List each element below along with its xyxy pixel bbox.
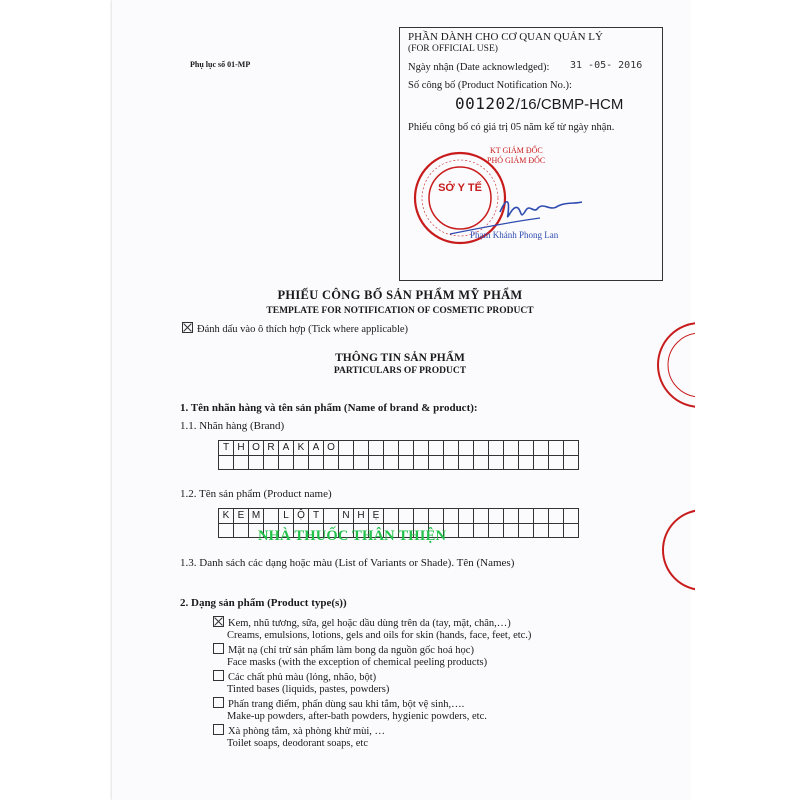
date-acknowledged-label: Ngày nhận (Date acknowledged): — [408, 62, 550, 73]
letter-cell — [324, 509, 339, 524]
letter-cell — [414, 455, 429, 470]
letter-cell — [384, 455, 399, 470]
option-en: Creams, emulsions, lotions, gels and oils for skin (hands, face, feet, etc.) — [227, 630, 532, 641]
letter-cell — [429, 441, 444, 456]
letter-cell — [444, 441, 459, 456]
section2-heading: 2. Dạng sản phẩm (Product type(s)) — [180, 597, 347, 609]
letter-cell — [429, 509, 444, 524]
letter-cell: T — [219, 441, 234, 456]
brand-grid-row1 — [218, 440, 579, 456]
option-en: Make-up powders, after-bath powders, hygienic powders, etc. — [227, 711, 487, 722]
letter-cell — [564, 441, 579, 456]
letter-cell — [459, 523, 474, 538]
letter-cell — [219, 455, 234, 470]
letter-cell — [534, 509, 549, 524]
letter-cell: L — [279, 509, 294, 524]
letter-cell — [399, 509, 414, 524]
letter-cell — [519, 509, 534, 524]
product-type-option — [213, 616, 511, 629]
watermark-text: NHÀ THUỐC THÂN THIỆN — [258, 528, 447, 544]
stamp-text: SỞ Y TẾ — [438, 182, 482, 194]
letter-cell — [264, 455, 279, 470]
letter-cell — [249, 455, 264, 470]
letter-cell — [414, 441, 429, 456]
letter-cell — [444, 455, 459, 470]
product-type-checkbox[interactable] — [213, 670, 224, 681]
notification-number-main: 001202 — [455, 94, 516, 113]
letter-cell: Ẹ — [369, 509, 384, 524]
letter-cell — [459, 441, 474, 456]
letter-cell: E — [234, 509, 249, 524]
letter-cell — [474, 441, 489, 456]
letter-cell — [414, 509, 429, 524]
letter-cell: K — [219, 509, 234, 524]
letter-cell — [384, 441, 399, 456]
date-acknowledged-value: 31 -05- 2016 — [570, 60, 643, 71]
kt-director: KT GIÁM ĐỐC — [490, 146, 543, 155]
brand-label: 1.1. Nhãn hàng (Brand) — [180, 420, 285, 432]
product-type-checkbox[interactable] — [213, 643, 224, 654]
edge-stamp-icon-2 — [655, 505, 695, 595]
letter-cell — [549, 455, 564, 470]
section1-heading: 1. Tên nhãn hàng và tên sản phẩm (Name of brand & product): — [180, 402, 478, 414]
official-box-title-en: (FOR OFFICIAL USE) — [408, 44, 498, 54]
letter-cell — [504, 455, 519, 470]
deputy-director: PHÓ GIÁM ĐỐC — [487, 156, 546, 165]
form-title: PHIẾU CÔNG BỐ SẢN PHẨM MỸ PHẨM — [277, 288, 523, 302]
product-type-checkbox[interactable] — [213, 697, 224, 708]
letter-cell — [504, 509, 519, 524]
letter-cell — [444, 523, 459, 538]
form-title-en: TEMPLATE FOR NOTIFICATION OF COSMETIC PRODUCT — [266, 306, 534, 316]
letter-cell — [399, 455, 414, 470]
signer-name: Phạm Khánh Phong Lan — [470, 230, 559, 240]
option-en: Toilet soaps, deodorant soaps, etc — [227, 738, 368, 749]
letter-cell: M — [249, 509, 264, 524]
product-type-option — [213, 724, 385, 737]
letter-cell — [369, 441, 384, 456]
letter-cell — [504, 441, 519, 456]
letter-cell — [534, 441, 549, 456]
appendix-label: Phụ lục số 01-MP — [190, 60, 251, 69]
letter-cell: A — [279, 441, 294, 456]
tick-note-text: Đánh dấu vào ô thích hợp (Tick where applicable) — [197, 324, 409, 335]
letter-cell — [399, 441, 414, 456]
variants-label: 1.3. Danh sách các dạng hoặc màu (List of Variants or Shade). Tên (Names) — [180, 557, 515, 569]
letter-cell: O — [324, 441, 339, 456]
product-grid-row1 — [218, 508, 579, 524]
letter-cell — [474, 523, 489, 538]
letter-cell — [504, 523, 519, 538]
letter-cell — [564, 523, 579, 538]
option-vi: Các chất phủ màu (lỏng, nhão, bột) — [228, 672, 377, 683]
letter-cell — [369, 455, 384, 470]
letter-cell — [519, 455, 534, 470]
letter-cell — [354, 441, 369, 456]
letter-cell — [279, 455, 294, 470]
letter-cell: A — [309, 441, 324, 456]
product-type-option — [213, 643, 474, 656]
letter-cell — [234, 523, 249, 538]
product-type-checkbox[interactable] — [213, 616, 224, 627]
edge-stamp-icon — [655, 315, 695, 415]
letter-cell — [489, 441, 504, 456]
product-type-option — [213, 697, 464, 710]
letter-cell — [564, 509, 579, 524]
notification-number-suffix: /16/CBMP-HCM — [515, 96, 624, 113]
option-vi: Mặt nạ (chỉ trừ sản phẩm làm bong da nguồn gốc hoá học) — [228, 645, 474, 656]
letter-cell — [309, 455, 324, 470]
letter-cell — [459, 455, 474, 470]
option-en: Face masks (with the exception of chemical peeling products) — [227, 657, 488, 668]
letter-cell — [294, 455, 309, 470]
letter-cell: Ộ — [294, 509, 309, 524]
letter-cell — [564, 455, 579, 470]
product-type-option — [213, 670, 376, 683]
letter-cell — [264, 509, 279, 524]
letter-cell — [444, 509, 459, 524]
letter-cell — [519, 441, 534, 456]
letter-cell — [459, 509, 474, 524]
letter-cell — [219, 523, 234, 538]
letter-cell — [324, 455, 339, 470]
letter-cell: O — [249, 441, 264, 456]
letter-cell: H — [234, 441, 249, 456]
notification-number-label: Số công bố (Product Notification No.): — [408, 80, 572, 91]
letter-cell — [234, 455, 249, 470]
letter-cell — [549, 509, 564, 524]
option-vi: Xà phòng tắm, xà phòng khử mùi, … — [228, 726, 386, 737]
option-en: Tinted bases (liquids, pastes, powders) — [227, 684, 390, 695]
letter-cell — [519, 523, 534, 538]
letter-cell — [474, 509, 489, 524]
brand-grid-row2 — [218, 455, 579, 470]
letter-cell — [339, 455, 354, 470]
letter-cell: H — [354, 509, 369, 524]
particulars-title: THÔNG TIN SẢN PHẨM — [335, 352, 465, 364]
letter-cell — [429, 455, 444, 470]
notification-number — [455, 94, 623, 113]
tick-example-checkbox — [182, 322, 193, 333]
option-vi: Kem, nhũ tương, sữa, gel hoặc dầu dùng trên da (tay, mặt, chân,…) — [228, 618, 511, 629]
particulars-title-en: PARTICULARS OF PRODUCT — [333, 366, 467, 376]
letter-cell — [489, 509, 504, 524]
option-vi: Phấn trang điểm, phấn dùng sau khi tắm, bột vệ sinh,…. — [228, 699, 465, 710]
letter-cell — [354, 455, 369, 470]
letter-cell: N — [339, 509, 354, 524]
product-type-checkbox[interactable] — [213, 724, 224, 735]
letter-cell — [534, 455, 549, 470]
official-box-title: PHẦN DÀNH CHO CƠ QUAN QUẢN LÝ — [408, 31, 603, 43]
letter-cell — [339, 441, 354, 456]
letter-cell — [489, 455, 504, 470]
validity-text: Phiếu công bố có giá trị 05 năm kể từ ngày nhận. — [408, 122, 615, 133]
letter-cell — [549, 523, 564, 538]
letter-cell: T — [309, 509, 324, 524]
letter-cell: R — [264, 441, 279, 456]
letter-cell — [489, 523, 504, 538]
product-label: 1.2. Tên sản phẩm (Product name) — [180, 488, 332, 500]
letter-cell — [474, 455, 489, 470]
tick-note — [182, 322, 408, 335]
letter-cell — [549, 441, 564, 456]
letter-cell: K — [294, 441, 309, 456]
letter-cell — [534, 523, 549, 538]
letter-cell — [384, 509, 399, 524]
